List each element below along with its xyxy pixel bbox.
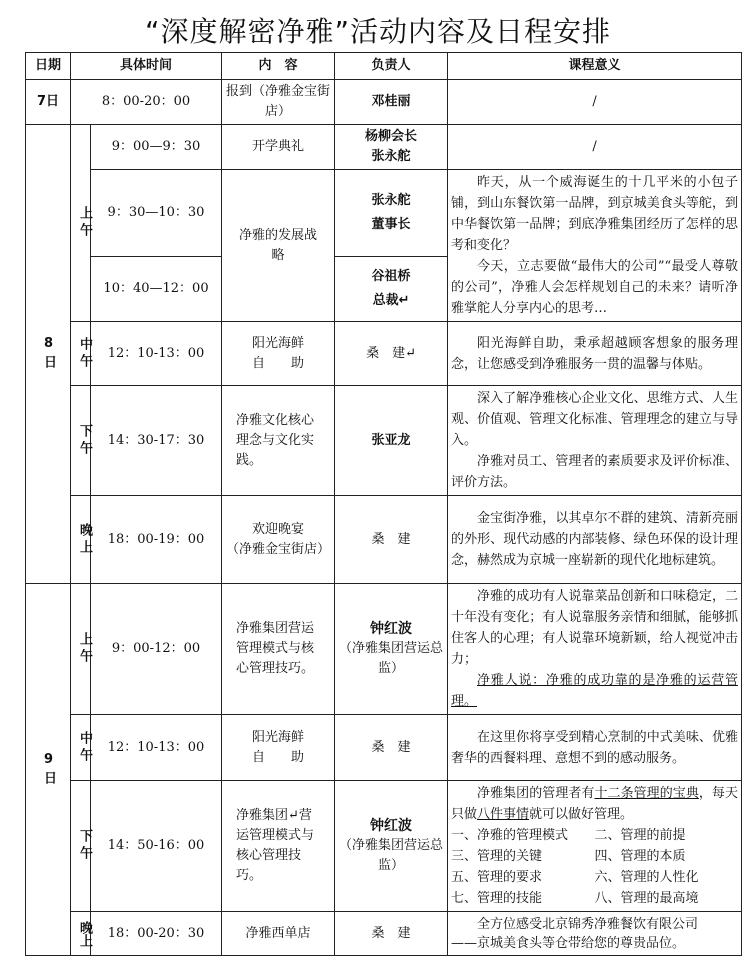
period-cell: 下午 xyxy=(71,386,91,496)
list-item: 二、管理的前提 xyxy=(594,828,686,843)
list-item: 八、管理的最高境 xyxy=(594,891,699,906)
period-cell: 上午 xyxy=(71,125,91,322)
meaning-cell xyxy=(448,322,742,386)
person-cell xyxy=(335,781,448,912)
meaning-cell xyxy=(448,170,742,322)
period-cell: 晚上 xyxy=(71,912,91,956)
person-title: （净雅集团营运总监） xyxy=(339,838,444,873)
meaning-text: 昨天，从一个威海诞生的十几平米的小包子铺，到山东餐饮第一品牌，到京城美食头等舵，到中华餐饮第一品牌；到底净雅集团经历了怎样的思考和变化？ xyxy=(451,175,739,253)
table-row xyxy=(26,715,742,781)
person-title: （净雅集团营运总监） xyxy=(339,641,444,676)
schedule-table xyxy=(25,52,742,956)
header-meaning: 课程意义 xyxy=(448,53,742,80)
date-cell: 9日 xyxy=(26,584,71,956)
meaning-cell: / xyxy=(448,125,742,170)
person-cell: 桑 建 xyxy=(335,496,448,584)
person-name: 钟红波 xyxy=(370,818,413,834)
header-person: 负责人 xyxy=(335,53,448,80)
person-cell: 张亚龙 xyxy=(335,386,448,496)
content-cell: 净雅集团营运管理模式与核心管理技巧。 xyxy=(222,584,335,715)
meaning-text: 金宝街净雅，以其卓尔不群的建筑、清新亮丽的外形、现代动感的内部装修、绿色环保的设计理念，赫然成为京城一座崭新的现代化地标建筑。 xyxy=(451,511,739,568)
time-cell: 12：10-13：00 xyxy=(91,715,222,781)
meaning-text: 净雅对员工、管理者的素质要求及评价标准、评价方法。 xyxy=(451,454,739,490)
person-name: 钟红波 xyxy=(370,621,413,637)
table-row xyxy=(26,584,742,715)
content-cell: 净雅西单店 xyxy=(222,912,335,956)
table-row xyxy=(26,80,742,125)
list-item: 六、管理的人性化 xyxy=(594,870,699,885)
meaning-text: 全方位感受北京锦秀净雅餐饮有限公司 xyxy=(477,916,699,932)
meaning-cell xyxy=(448,584,742,715)
content-cell: 净雅文化核心理念与文化实践。 xyxy=(222,386,335,496)
person-cell: 谷祖桥 总裁↵ xyxy=(335,257,448,322)
page-title: “深度解密净雅”活动内容及日程安排 xyxy=(144,15,611,48)
content-cell: 阳光海鲜 自 助 xyxy=(222,715,335,781)
person-cell xyxy=(335,584,448,715)
table-row xyxy=(26,170,742,257)
header-row xyxy=(26,53,742,80)
meaning-text: 深入了解净雅核心企业文化、思维方式、人生观、价值观、管理文化标准、管理理念的建立与导入。 xyxy=(451,391,739,448)
period-cell: 晚上 xyxy=(71,496,91,584)
content-cell: 欢迎晚宴 （净雅金宝街店） xyxy=(222,496,335,584)
list-item: 三、管理的关键 xyxy=(451,849,543,864)
person-cell: 张永舵 董事长 xyxy=(335,170,448,257)
list-item: 一、净雅的管理模式 xyxy=(451,828,569,843)
meaning-cell: / xyxy=(448,80,742,125)
header-time: 具体时间 xyxy=(71,53,222,80)
table-row xyxy=(26,322,742,386)
table-row xyxy=(26,496,742,584)
content-cell: 阳光海鲜 自 助 xyxy=(222,322,335,386)
date-cell: 7日 xyxy=(26,80,71,125)
time-cell: 18：00-20：30 xyxy=(91,912,222,956)
content-cell: 开学典礼 xyxy=(222,125,335,170)
list-item: 五、管理的要求 xyxy=(451,870,543,885)
table-row xyxy=(26,125,742,170)
content-cell: 净雅集团↵营运管理模式与核心管理技巧。 xyxy=(222,781,335,912)
person-cell: 桑 建 xyxy=(335,912,448,956)
list-item: 四、管理的本质 xyxy=(594,849,686,864)
time-cell: 9：00—9：30 xyxy=(91,125,222,170)
meaning-text: 今天，立志要做“最伟大的公司”“最受人尊敬的公司”，净雅人会怎样规划自己的未来？请听净雅掌舵人分享内心的思考… xyxy=(451,259,739,316)
time-cell: 8：00-20：00 xyxy=(71,80,222,125)
meaning-cell xyxy=(448,496,742,584)
meaning-intro: 净雅集团的管理者有十二条管理的宝典，每天只做八件事情就可以做好管理。 xyxy=(451,786,738,822)
time-cell: 12：10-13：00 xyxy=(91,322,222,386)
time-cell: 9：00-12：00 xyxy=(91,584,222,715)
period-cell: 中午 xyxy=(71,715,91,781)
table-row xyxy=(26,386,742,496)
period-cell: 中午 xyxy=(71,322,91,386)
person-cell: 桑 建↵ xyxy=(335,322,448,386)
management-list xyxy=(451,825,738,909)
meaning-text: 阳光海鲜自助，秉承超越顾客想象的服务理念，让您感受到净雅服务一贯的温馨与体贴。 xyxy=(451,335,739,372)
content-cell: 净雅的发展战略 xyxy=(222,170,335,322)
meaning-text: 净雅人说：净雅的成功靠的是净雅的运营管理。 xyxy=(451,673,739,709)
time-cell: 10：40—12：00 xyxy=(91,257,222,322)
content-cell: 报到（净雅金宝街店） xyxy=(222,80,335,125)
meaning-cell xyxy=(448,386,742,496)
period-cell: 上午 xyxy=(71,584,91,715)
date-cell: 8日 xyxy=(26,125,71,584)
list-item: 七、管理的技能 xyxy=(451,891,543,906)
meaning-cell xyxy=(448,912,742,956)
meaning-text: 净雅的成功有人说靠菜品创新和口味稳定，二十年没有变化；有人说靠服务亲情和细腻，能够抓住客人的心理；有人说靠环境新颖，给人视觉冲击力； xyxy=(451,589,739,667)
person-cell: 邓桂丽 xyxy=(335,80,448,125)
time-cell: 18：00-19：00 xyxy=(91,496,222,584)
header-content: 内 容 xyxy=(222,53,335,80)
meaning-cell xyxy=(448,715,742,781)
header-date: 日期 xyxy=(26,53,71,80)
meaning-text: ——京城美食头等仓带给您的尊贵品位。 xyxy=(451,935,686,951)
table-row xyxy=(26,781,742,912)
person-cell: 桑 建 xyxy=(335,715,448,781)
table-row xyxy=(26,912,742,956)
time-cell: 14：30-17：30 xyxy=(91,386,222,496)
meaning-cell xyxy=(448,781,742,912)
meaning-text: 在这里你将享受到精心烹制的中式美味、优雅奢华的西餐料理、意想不到的感动服务。 xyxy=(451,729,739,766)
period-cell: 下午 xyxy=(71,781,91,912)
person-cell: 杨柳会长 张永舵 xyxy=(335,125,448,170)
time-cell: 14：50-16：00 xyxy=(91,781,222,912)
time-cell: 9：30—10：30 xyxy=(91,170,222,257)
